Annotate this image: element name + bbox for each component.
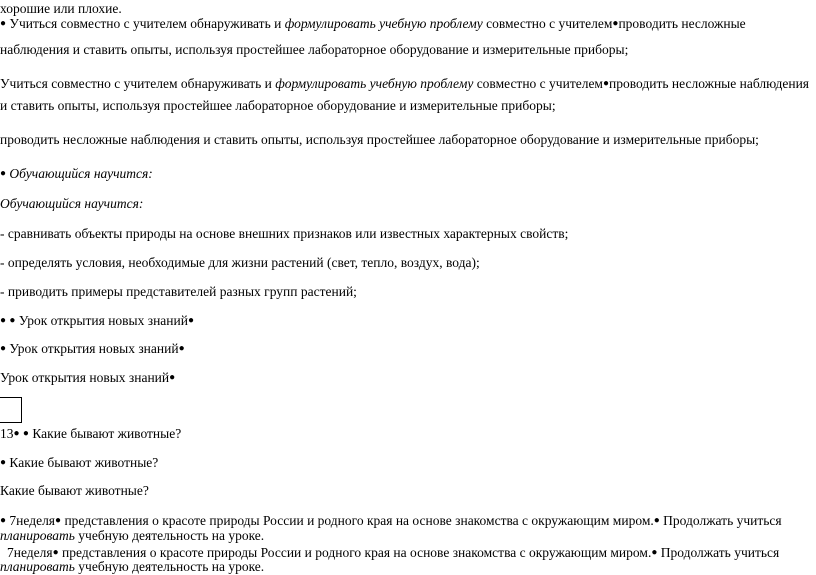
text-line-13: ● Урок открытия новых знаний● <box>0 341 185 356</box>
bullet-icon: ● <box>52 547 59 558</box>
bullet-icon: ● <box>651 547 658 558</box>
text-line-11: - приводить примеры представителей разных групп растений; <box>0 284 357 299</box>
bullet-icon: ● <box>602 78 610 89</box>
bullet-icon: ● <box>9 315 16 326</box>
text-line-1: хорошие или плохие. <box>0 1 122 16</box>
text-line-21: планировать учебную деятельность на уроке. <box>0 559 265 574</box>
bullet-icon: ● <box>612 18 619 29</box>
bullet-icon: ● <box>178 343 185 354</box>
text-line-15: 13● ● Какие бывают животные? <box>0 426 182 441</box>
text-line-14: Урок открытия новых знаний● <box>0 370 176 385</box>
bullet-icon: ● <box>653 515 660 526</box>
bullet-icon: ● <box>22 428 29 439</box>
text-line-2: ● Учиться совместно с учителем обнаруживать и формулировать учебную проблему совместно с учителем●проводить несложные <box>0 16 746 31</box>
bullet-icon: ● <box>0 18 7 29</box>
bullet-icon: ● <box>0 457 7 468</box>
text-line-17: Какие бывают животные? <box>0 483 149 498</box>
text-line-19: планировать учебную деятельность на уроке. <box>0 528 265 543</box>
bullet-icon: ● <box>55 515 62 526</box>
bullet-icon: ● <box>169 372 176 383</box>
text-line-16: ● Какие бывают животные? <box>0 455 159 470</box>
text-line-4: Учиться совместно с учителем обнаруживать и формулировать учебную проблему совместно с учителем●проводить несложные наблюдения <box>0 76 810 91</box>
text-line-8: Обучающийся научится: <box>0 196 144 211</box>
text-line-7: ● Обучающийся научится: <box>0 166 153 181</box>
text-line-9: - сравнивать объекты природы на основе внешних признаков или известных характерных свойств; <box>0 226 569 241</box>
text-line-10: - определять условия, необходимые для жизни растений (свет, тепло, воздух, вода); <box>0 255 480 270</box>
bullet-icon: ● <box>0 168 7 179</box>
text-line-6: проводить несложные наблюдения и ставить опыты, используя простейшее лабораторное оборудование и измерительные приборы; <box>0 132 759 147</box>
bullet-icon: ● <box>0 343 7 354</box>
bullet-icon: ● <box>0 515 7 526</box>
text-line-3: наблюдения и ставить опыты, используя простейшее лабораторное оборудование и измерительные приборы; <box>0 42 629 57</box>
text-line-20: 7неделя● представления о красоте природы России и родного края на основе знакомства с окружающим миром.● Продолжать учиться <box>7 545 780 560</box>
bullet-icon: ● <box>187 315 195 326</box>
text-line-18: ● 7неделя● представления о красоте природы России и родного края на основе знакомства с окружающим миром.● Продолжать учиться <box>0 513 782 528</box>
bullet-icon: ● <box>13 428 20 439</box>
empty-table-cell <box>0 397 22 423</box>
text-line-12: ● ● Урок открытия новых знаний● <box>0 313 195 328</box>
text-line-5: и ставить опыты, используя простейшее лабораторное оборудование и измерительные приборы; <box>0 98 556 113</box>
bullet-icon: ● <box>0 315 7 326</box>
